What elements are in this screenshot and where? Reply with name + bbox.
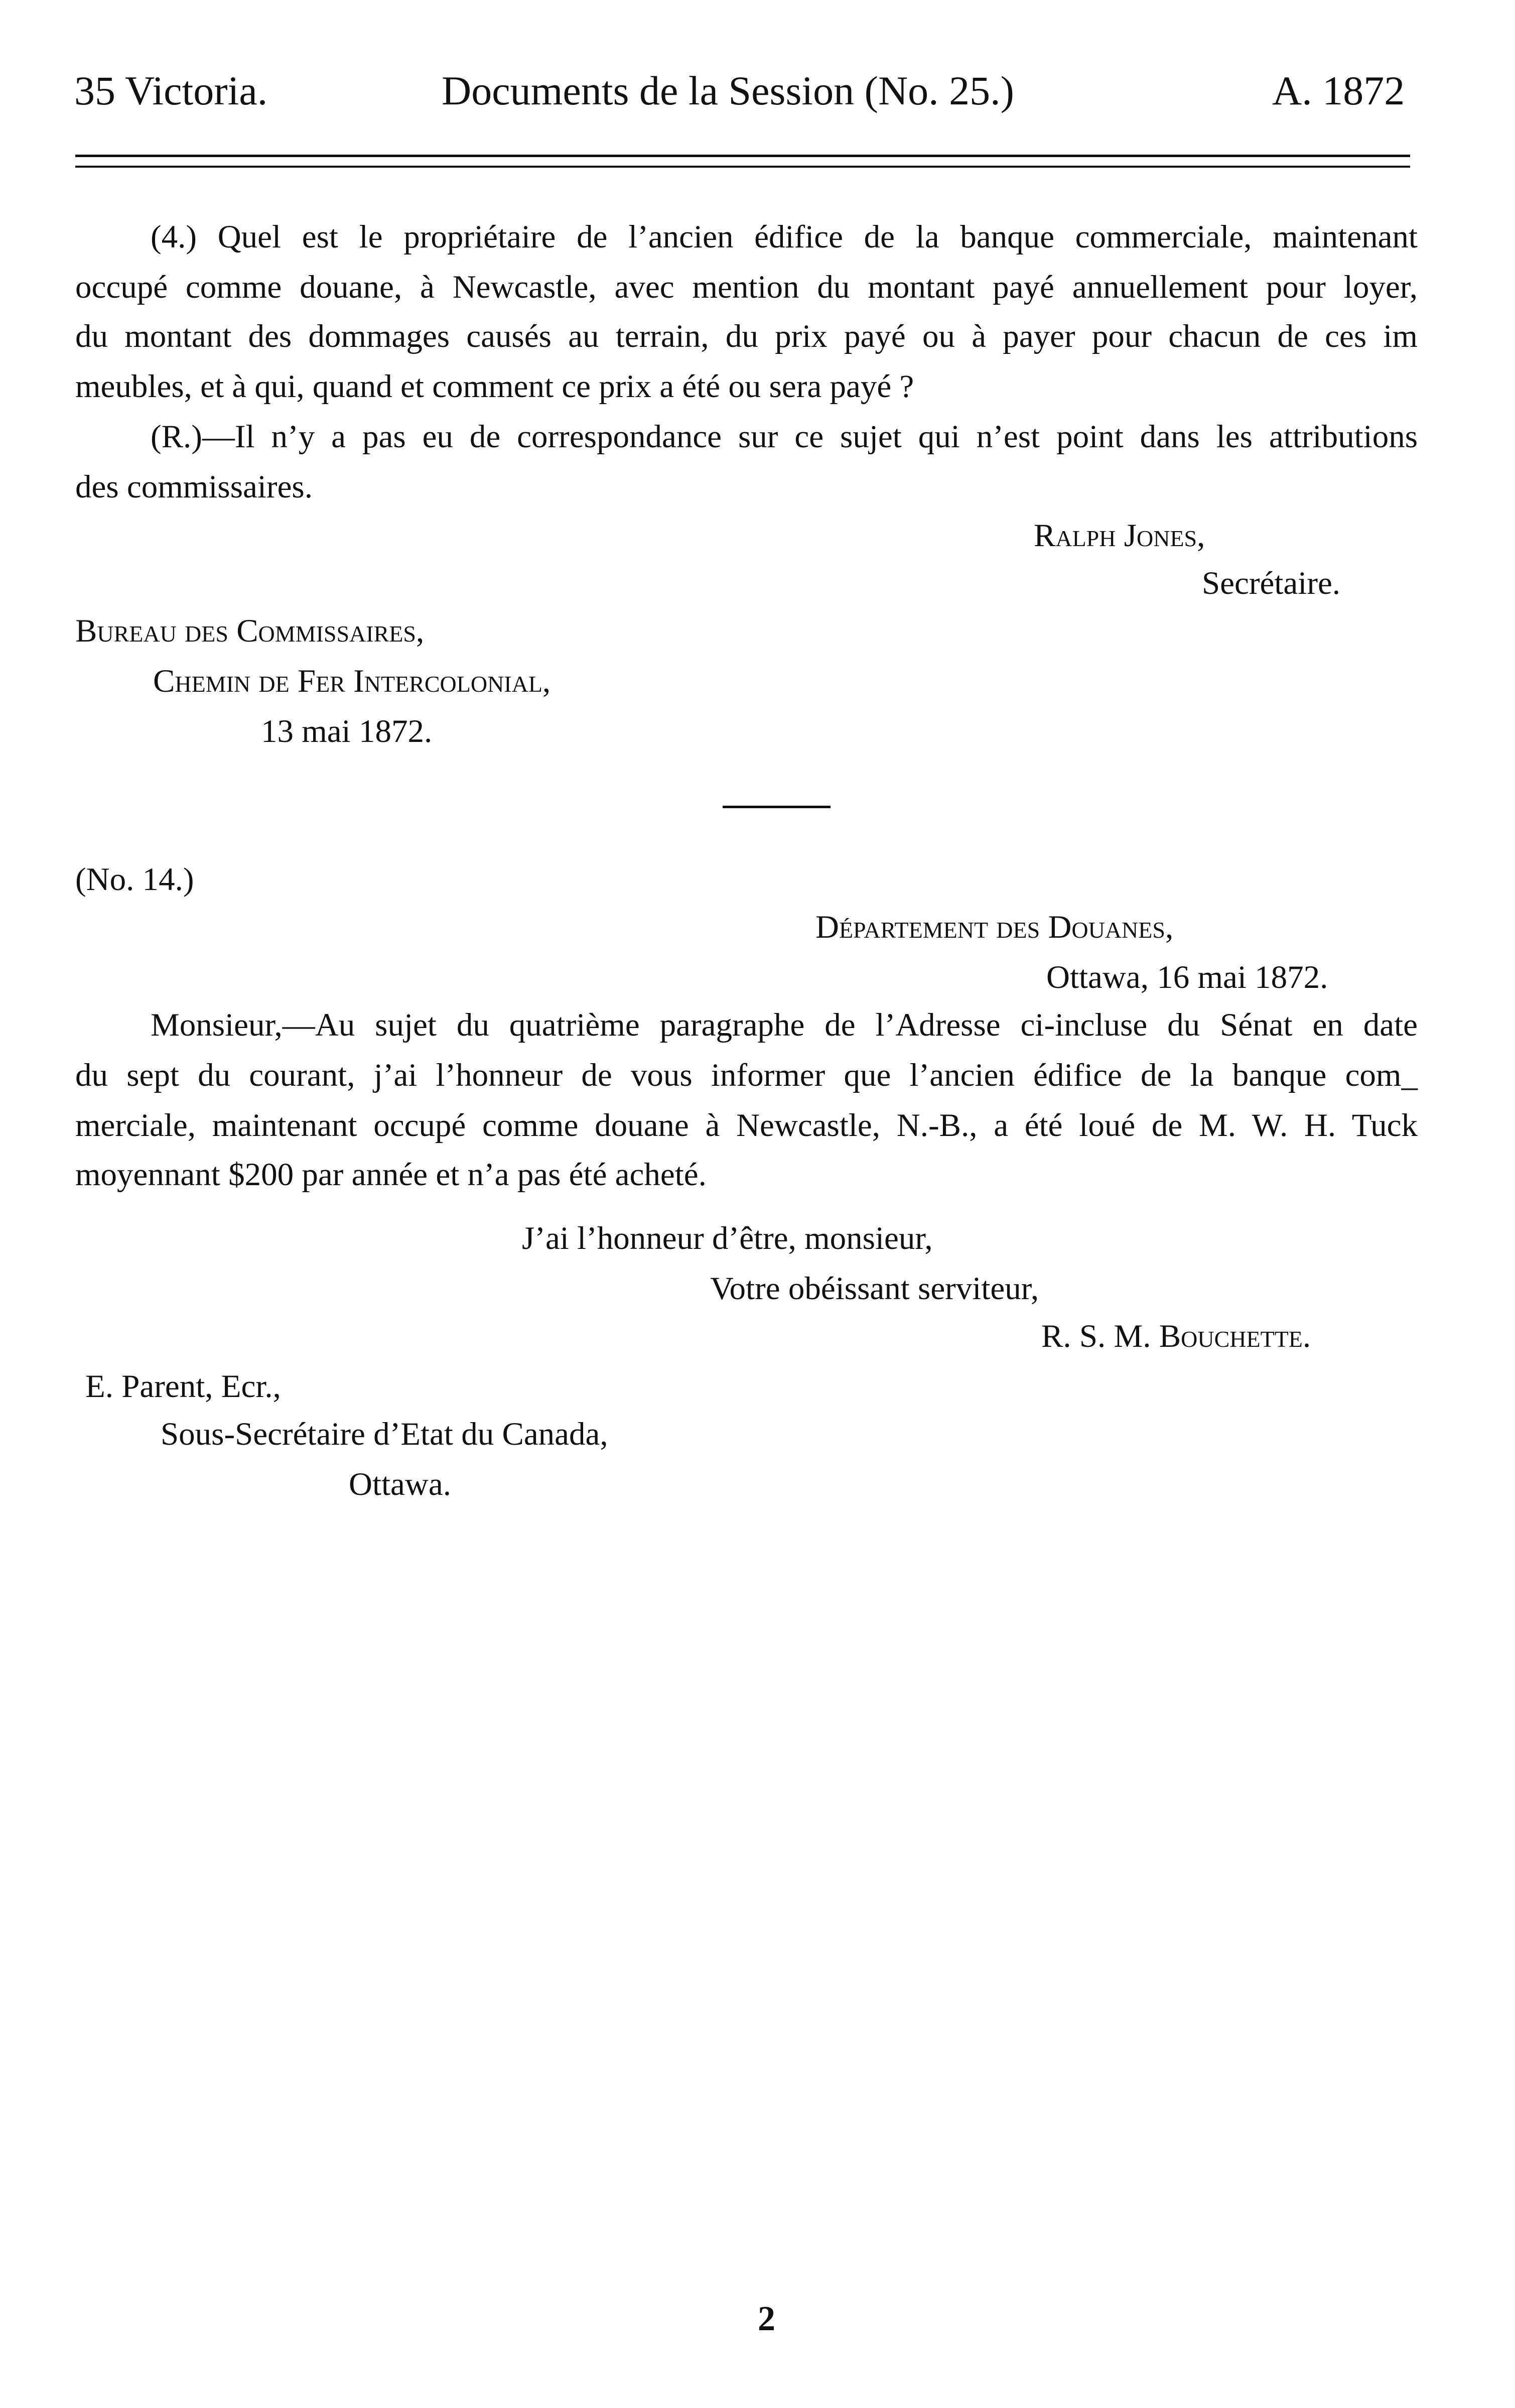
section-divider	[723, 806, 831, 808]
recipient-title: Sous-Secrétaire d’Etat du Canada,	[161, 1416, 608, 1452]
address-date: 13 mai 1872.	[261, 713, 433, 749]
header-rule-top	[75, 155, 1410, 157]
question-line-4: meubles, et à qui, quand et comment ce prix a été ou sera payé ?	[75, 368, 914, 405]
question-line-3: du montant des dommages causés au terrain, du prix payé ou à payer pour chacun de ces im	[75, 318, 1418, 354]
recipient-name: E. Parent, Ecr.,	[85, 1368, 281, 1405]
page-number: 2	[758, 2300, 775, 2338]
reply-line-2: des commissaires.	[75, 469, 313, 505]
letter-signature: R. S. M. Bouchette.	[1041, 1318, 1311, 1354]
header-rule-bottom	[75, 166, 1410, 168]
address-chemin: Chemin de Fer Intercolonial,	[153, 663, 551, 699]
letterhead-place-date: Ottawa, 16 mai 1872.	[1046, 959, 1328, 995]
address-bureau: Bureau des Commissaires,	[75, 613, 425, 649]
reply-line-1: (R.)—Il n’y a pas eu de correspondance sur ce sujet qui n’est point dans les attributions	[151, 419, 1418, 455]
recipient-city: Ottawa.	[349, 1466, 451, 1502]
question-line-2: occupé comme douane, à Newcastle, avec mention du montant payé annuellement pour loyer,	[75, 269, 1418, 305]
letterhead-department: Département des Douanes,	[815, 909, 1174, 945]
header-right: A. 1872	[1272, 68, 1405, 113]
letter-line-2: du sept du courant, j’ai l’honneur de vous informer que l’ancien édifice de la banque com_	[75, 1057, 1418, 1093]
signature-title: Secrétaire.	[1202, 565, 1341, 601]
letter-closing-1: J’ai l’honneur d’être, monsieur,	[522, 1220, 933, 1256]
signature-name: Ralph Jones,	[1034, 518, 1205, 554]
letter-line-1: Monsieur,—Au sujet du quatrième paragraphe de l’Adresse ci-incluse du Sénat en date	[151, 1007, 1418, 1043]
letter-closing-2: Votre obéissant serviteur,	[710, 1271, 1039, 1307]
header-center: Documents de la Session (No. 25.)	[442, 68, 1014, 113]
letter-line-4: moyennant $200 par année et n’a pas été acheté.	[75, 1157, 707, 1193]
letter-line-3: merciale, maintenant occupé comme douane à Newcastle, N.-B., a été loué de M. W. H. Tuck	[75, 1107, 1418, 1144]
document-number: (No. 14.)	[75, 861, 194, 898]
question-line-1: (4.) Quel est le propriétaire de l’ancien édifice de la banque commerciale, maintenant	[151, 219, 1418, 255]
header-left: 35 Victoria.	[74, 68, 268, 113]
